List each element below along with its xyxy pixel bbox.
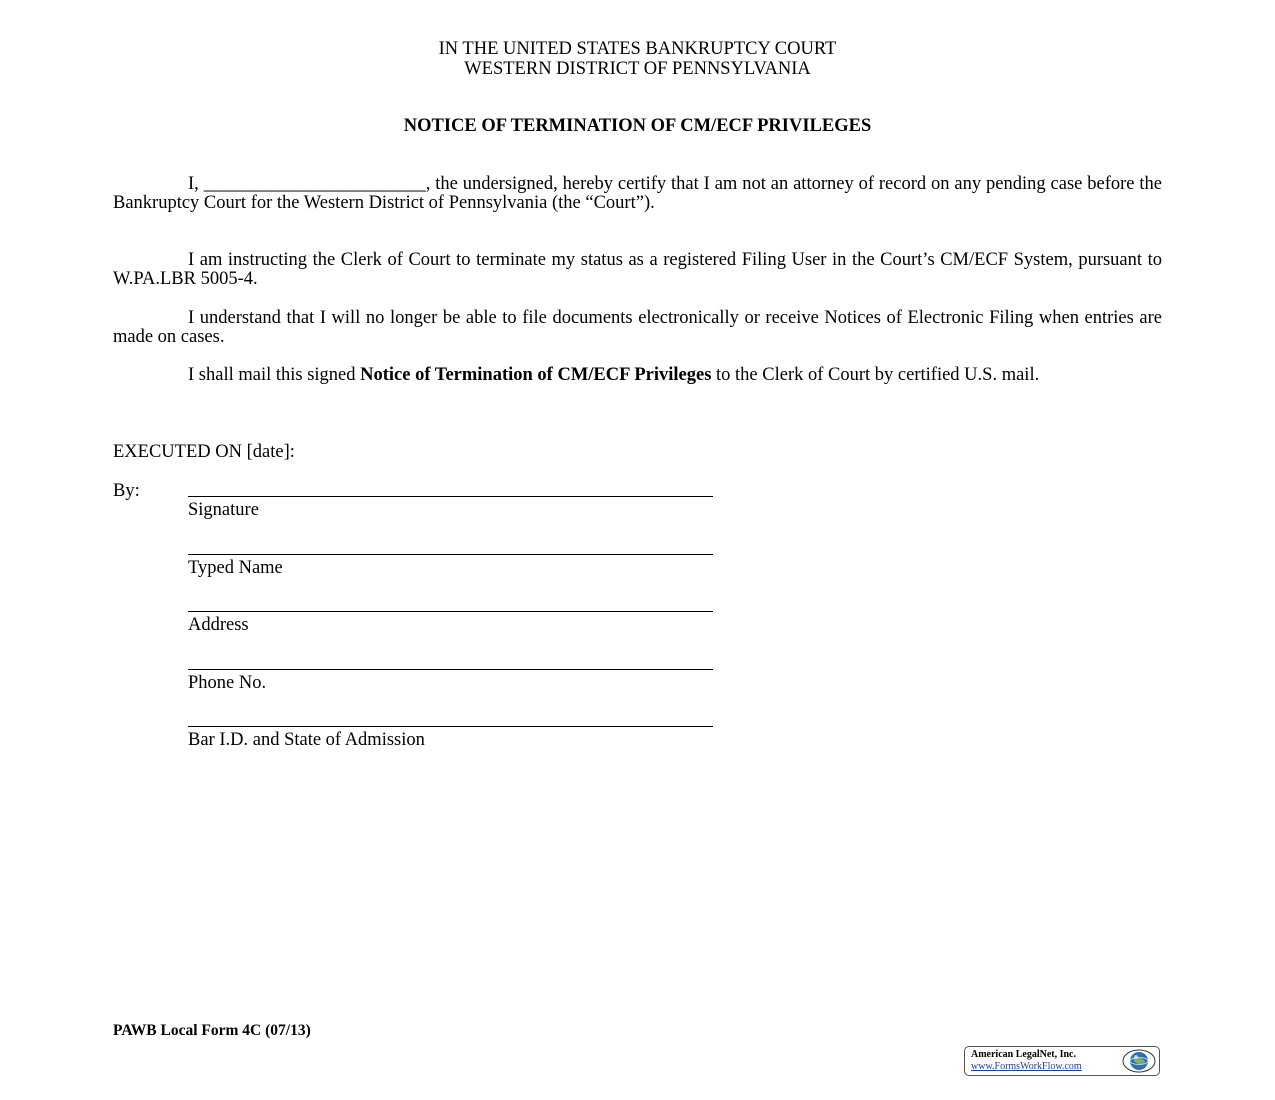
paragraph-text: , the undersigned, hereby certify that I am not an attorney of record on any pending case before the Bankruptcy Court for the Western District of Pennsylvania (the “Court”).: [113, 174, 1162, 213]
paragraph-text: I am instructing the Clerk of Court to terminate my status as a registered Filing User in the Court’s CM/ECF System, pursuant to W.PA.LBR 5005-4.: [113, 250, 1162, 289]
instruction-paragraph: [113, 251, 1162, 289]
phone-label: Phone No.: [188, 673, 267, 693]
typed-name-label: Typed Name: [188, 558, 283, 578]
bar-id-label: Bar I.D. and State of Admission: [188, 730, 425, 750]
paragraph-lead: I shall mail this signed: [188, 365, 361, 385]
publisher-name: American LegalNet, Inc.: [971, 1049, 1076, 1060]
notice-title-bold: Notice of Termination of CM/ECF Privileges: [360, 365, 712, 385]
paragraph-lead: I,: [188, 174, 204, 194]
form-identifier: PAWB Local Form 4C (07/13): [113, 1022, 311, 1039]
publisher-badge[interactable]: [964, 1046, 1160, 1076]
signature-line[interactable]: [188, 496, 713, 497]
phone-line[interactable]: [188, 669, 713, 670]
publisher-link[interactable]: www.FormsWorkFlow.com: [971, 1061, 1082, 1072]
mailing-paragraph: [113, 366, 1162, 385]
paragraph-text: I understand that I will no longer be able to file documents electronically or receive Notices of Electronic Filing when entries are made on cases.: [113, 308, 1162, 347]
court-name-line1: IN THE UNITED STATES BANKRUPTCY COURT: [438, 39, 837, 59]
bar-id-line[interactable]: [188, 726, 713, 727]
paragraph-text: to the Clerk of Court by certified U.S. mail.: [711, 365, 1040, 385]
document-title: NOTICE OF TERMINATION OF CM/ECF PRIVILEGES: [403, 116, 872, 136]
by-label: By:: [113, 481, 140, 501]
name-blank: ________________________: [203, 174, 426, 194]
certification-paragraph: [113, 175, 1162, 213]
executed-on-label: EXECUTED ON [date]:: [113, 442, 295, 462]
address-line[interactable]: [188, 611, 713, 612]
signature-label: Signature: [188, 500, 259, 520]
understanding-paragraph: [113, 309, 1162, 347]
typed-name-line[interactable]: [188, 554, 713, 555]
court-name-line2: WESTERN DISTRICT OF PENNSYLVANIA: [464, 59, 811, 79]
globe-logo-icon: [1120, 1049, 1156, 1073]
address-label: Address: [188, 615, 249, 635]
